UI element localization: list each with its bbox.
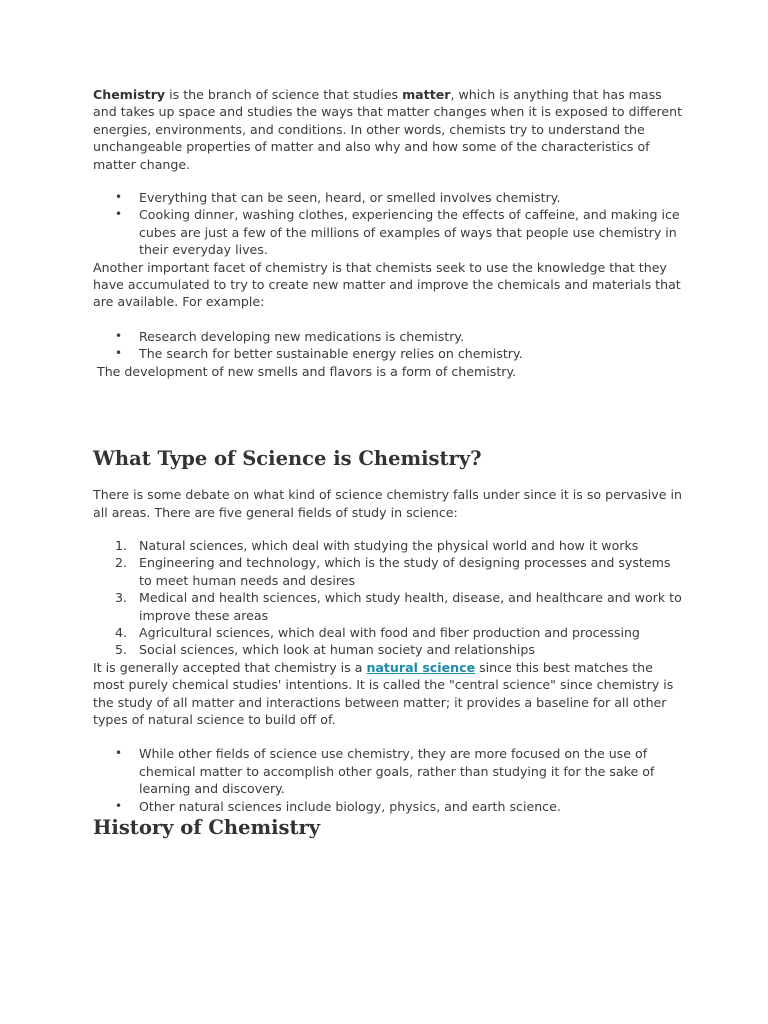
list-item: 5. Social sciences, which look at human society and relationships bbox=[115, 642, 535, 658]
bullet-icon: • bbox=[115, 328, 123, 343]
bullet-icon: • bbox=[115, 746, 123, 761]
natural-science-paragraph: It is generally accepted that chemistry is a natural science since this best matches the most purely chemical studies' intentions. It is called the "central science" since chemistry is the study of all matter and interactions between matter; it provides a baseline for all other types of natural science to build off of. bbox=[93, 659, 674, 727]
bullet-icon: • bbox=[115, 190, 123, 205]
list-item: • Other natural sciences include biology, physics, and earth science. bbox=[115, 798, 561, 814]
section-heading-type: What Type of Science is Chemistry? bbox=[93, 447, 482, 471]
list-item: 3. Medical and health sciences, which study health, disease, and healthcare and work to improve these areas bbox=[115, 590, 682, 623]
bullet-icon: • bbox=[115, 798, 123, 813]
research-list bbox=[93, 328, 683, 363]
list-item: • The search for better sustainable energy relies on chemistry. bbox=[115, 346, 523, 362]
section-heading-history: History of Chemistry bbox=[93, 816, 321, 839]
examples-list bbox=[93, 189, 683, 259]
list-item: 1. Natural sciences, which deal with studying the physical world and how it works bbox=[115, 537, 639, 553]
bullet-icon: • bbox=[115, 207, 123, 222]
natural-science-link[interactable]: natural science bbox=[366, 659, 476, 675]
debate-paragraph: There is some debate on what kind of science chemistry falls under since it is so pervasive in all areas. There are five general fields of study in science: bbox=[93, 487, 682, 520]
list-item: 2. Engineering and technology, which is the study of designing processes and systems to meet human needs and desires bbox=[115, 555, 671, 588]
list-item: 4. Agricultural sciences, which deal with food and fiber production and processing bbox=[115, 624, 640, 640]
fields-of-study-list bbox=[93, 537, 683, 659]
list-item: • While other fields of science use chemistry, they are more focused on the use of chemical matter to accomplish other goals, rather than studying it for the sake of learning and discovery. bbox=[115, 746, 655, 797]
term-matter: matter bbox=[402, 87, 451, 102]
list-item: • Everything that can be seen, heard, or smelled involves chemistry. bbox=[115, 190, 561, 206]
list-item: • Research developing new medications is chemistry. bbox=[115, 328, 465, 344]
document-page bbox=[93, 86, 683, 841]
bullet-icon: • bbox=[115, 346, 123, 361]
another-facet-paragraph: Another important facet of chemistry is that chemists seek to use the knowledge that they have accumulated to try to create new matter and improve the chemicals and materials that are available. For example: bbox=[93, 259, 681, 310]
intro-paragraph: Chemistry is the branch of science that studies matter, which is anything that has mass and takes up space and studies the ways that matter changes when it is exposed to different energies, environments, and conditions. In other words, chemists try to understand the unchangeable properties of matter and also why and how some of the characteristics of matter change. bbox=[93, 87, 683, 172]
term-chemistry: Chemistry bbox=[93, 87, 166, 102]
other-sciences-list bbox=[93, 745, 683, 815]
development-paragraph: The development of new smells and flavors is a form of chemistry. bbox=[97, 363, 517, 379]
list-item: • Cooking dinner, washing clothes, experiencing the effects of caffeine, and making ice cubes are just a few of the millions of examples of ways that people use chemistry in their everyday lives. bbox=[115, 207, 680, 258]
